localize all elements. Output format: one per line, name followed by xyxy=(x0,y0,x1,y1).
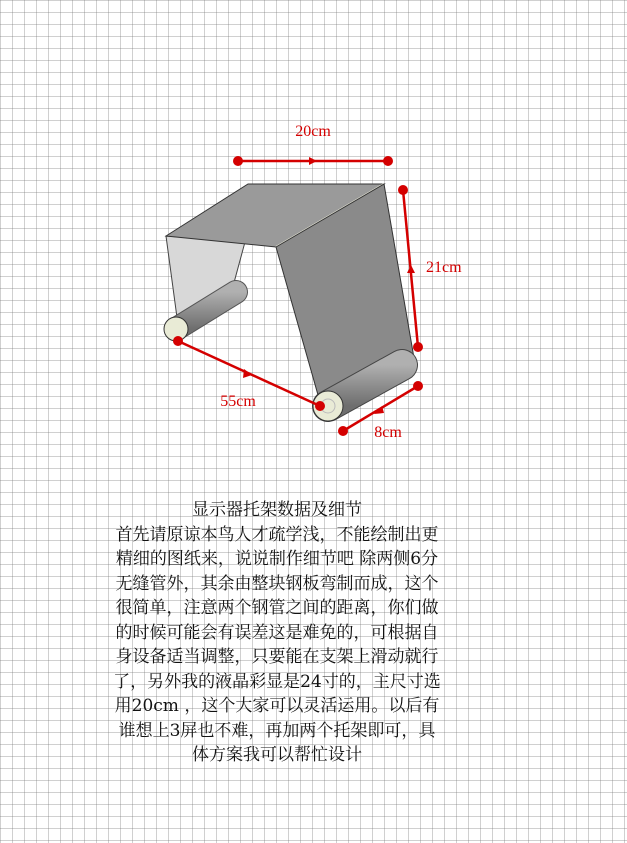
dim-tube-label: 8cm xyxy=(374,424,402,441)
description-line: 体方案我可以帮忙设计 xyxy=(192,745,362,765)
description-line: 了，另外我的液晶彩显是24寸的，主尺寸选 xyxy=(113,671,441,692)
description-block xyxy=(92,498,462,768)
description-line: 很简单，注意两个钢管之间的距离，你们做 xyxy=(115,598,439,618)
description-title: 显示器托架数据及细节 xyxy=(192,500,362,520)
description-line: 谁想上3屏也不难，再加两个托架即可，具 xyxy=(118,720,436,741)
description-line: 精细的图纸来，说说制作细节吧 除两侧6分 xyxy=(115,549,439,569)
dim-depth-label: 55cm xyxy=(220,393,256,410)
dim-height-label: 21cm xyxy=(426,259,462,276)
description-line: 无缝管外，其余由整块钢板弯制而成，这个 xyxy=(115,573,439,594)
dim-top-width xyxy=(233,123,393,166)
dim-depth xyxy=(173,336,325,411)
description-line: 的时候可能会有误差这是难免的，可根据自 xyxy=(115,622,439,643)
description-line: 首先请原谅本鸟人才疏学浅，不能绘制出更 xyxy=(115,524,439,545)
dim-top-width-label: 20cm xyxy=(295,123,331,140)
description-line: 身设备适当调整，只要能在支架上滑动就行 xyxy=(115,647,439,667)
description-line: 用20cm ，这个大家可以灵活运用。以后有 xyxy=(114,696,440,716)
